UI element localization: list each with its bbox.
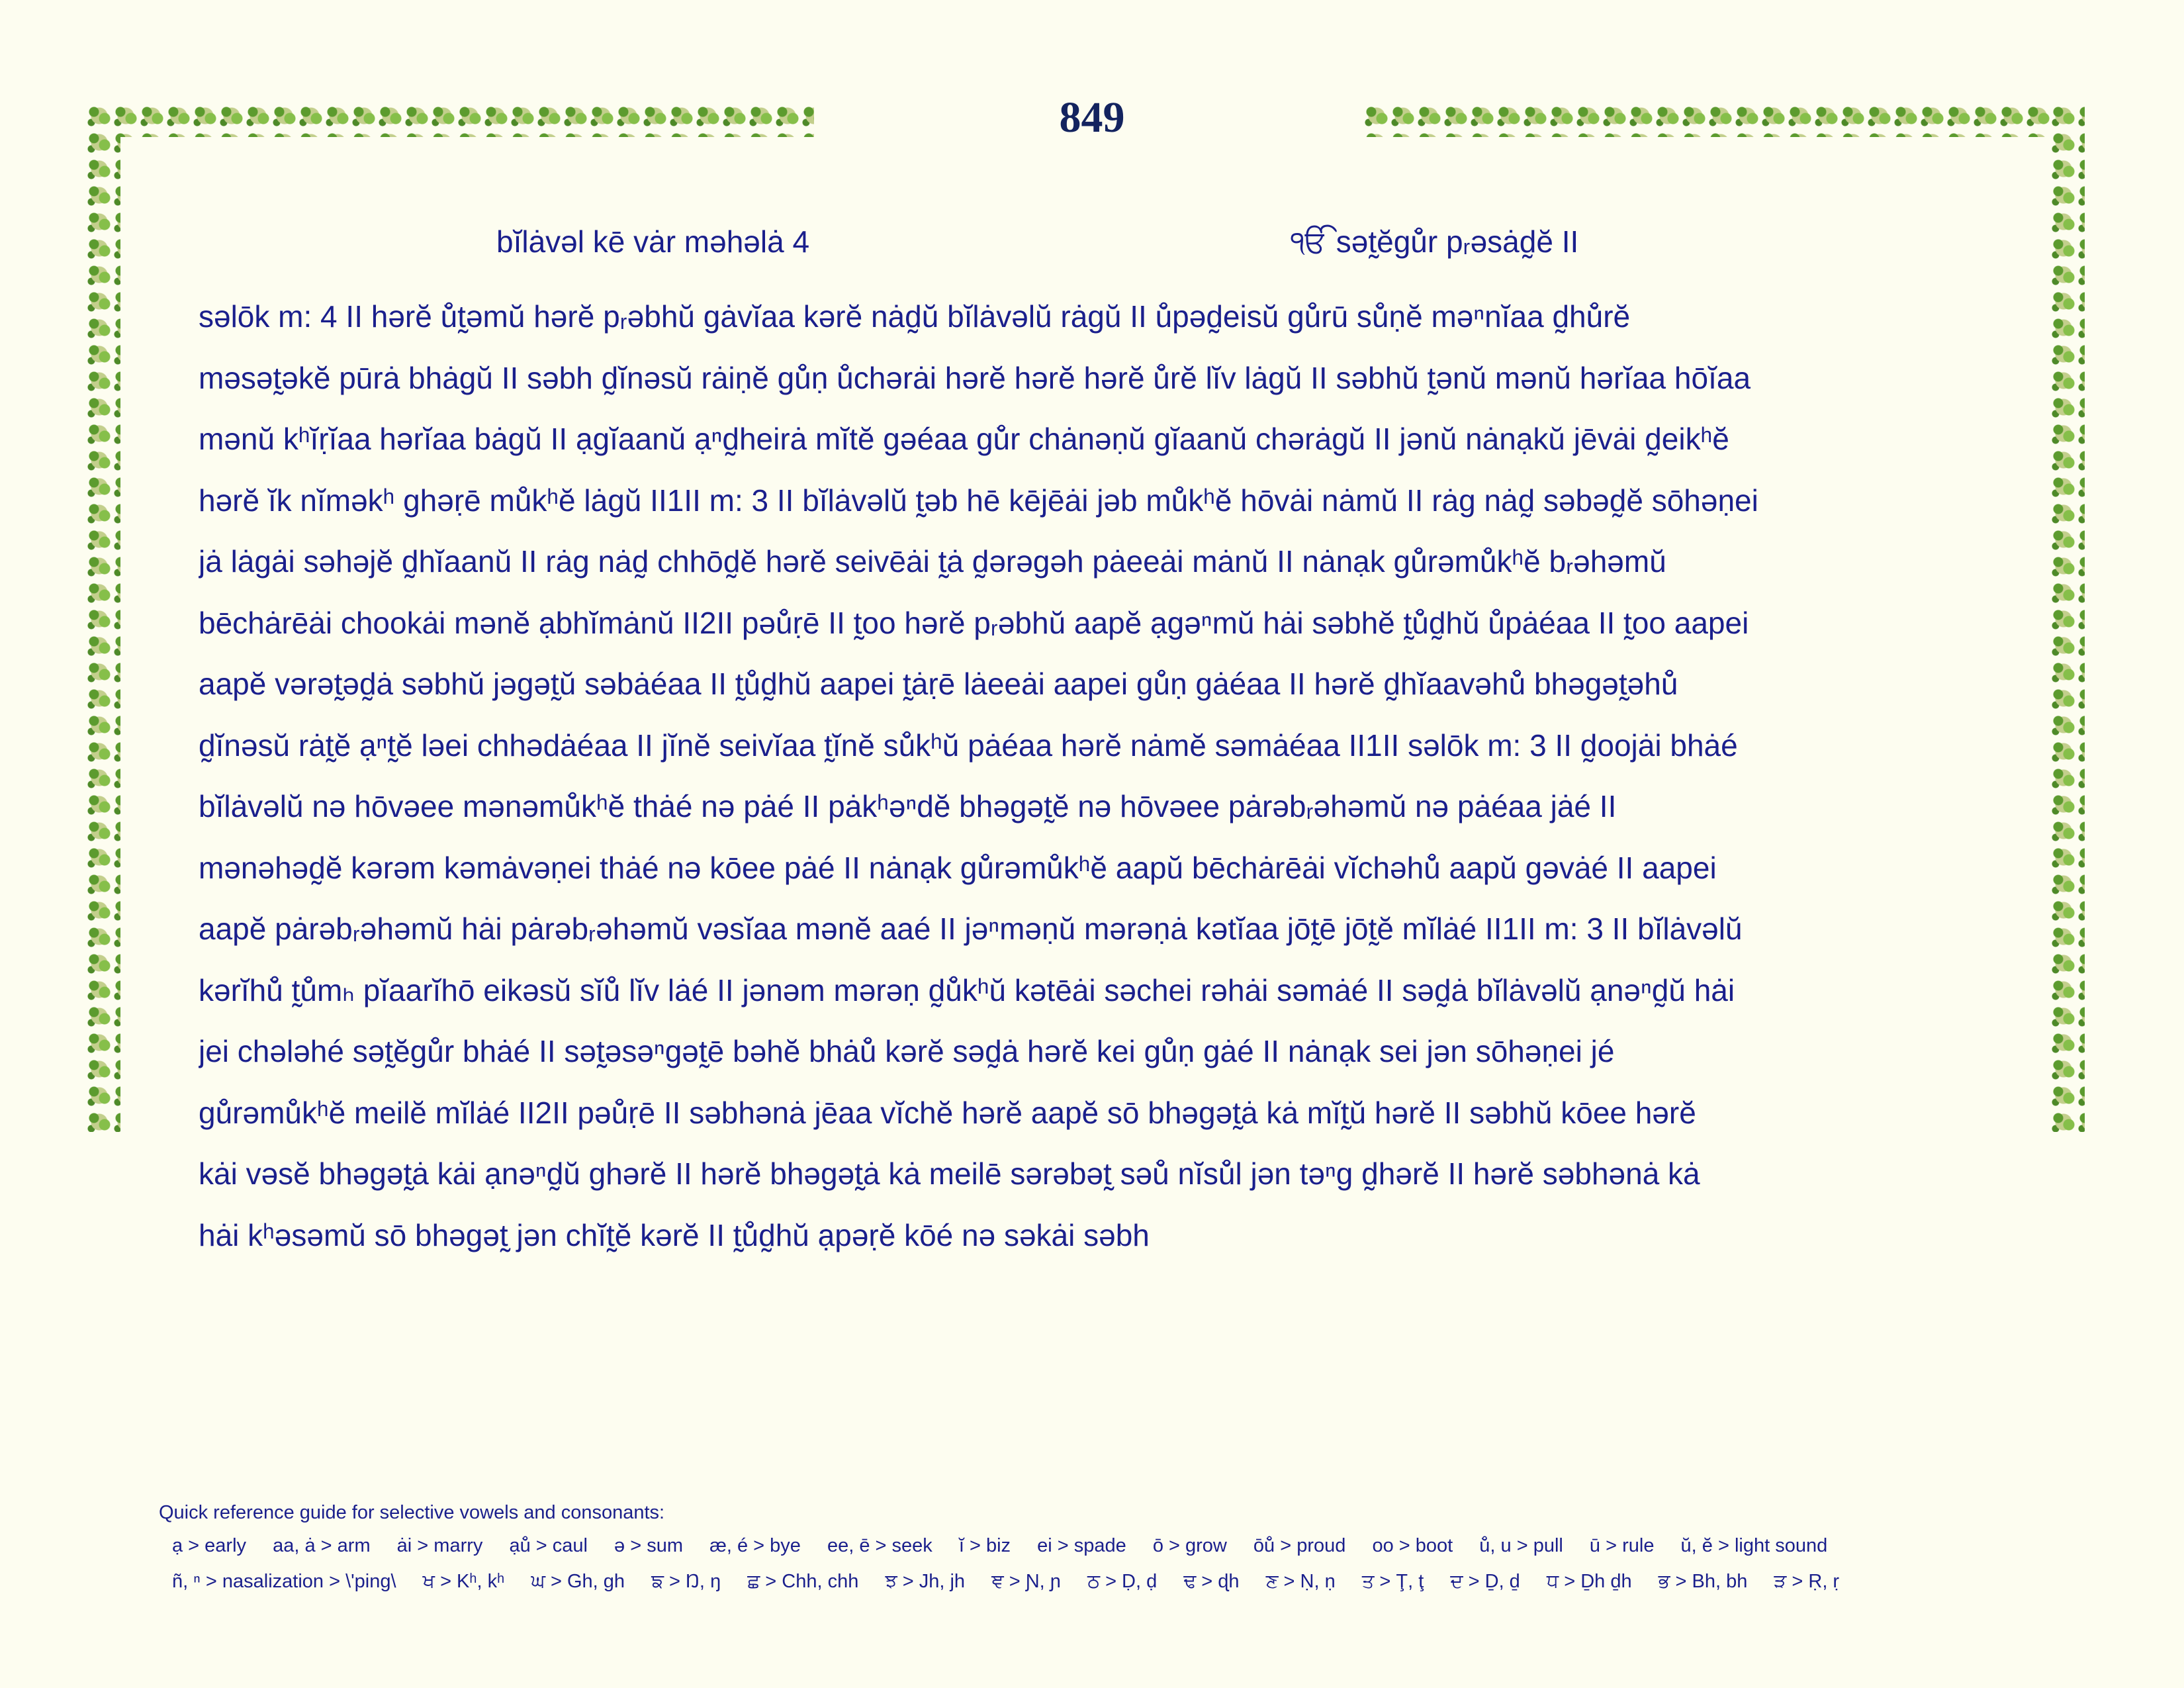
- verse-line: d̰ĭnəsŭ rȧt̰ĕ ạⁿt̰ĕ ləei chhədȧéaa II jĭnĕ seivĭaa t̰ĭnĕ sů̆kʰŭ pȧéaa hərĕ nȧmĕ səmȧéaa II1II səlōk m: 3 II d̰oojȧi bhȧé: [199, 727, 1738, 763]
- heading-title: bĭlȧvəl kē vȧr məhəlȧ 4: [496, 224, 810, 259]
- guide-item: ạ > early: [172, 1535, 247, 1556]
- guide-item: ȧi > marry: [396, 1535, 483, 1556]
- guide-item: ਠ > Ḍ, ḍ: [1087, 1571, 1158, 1592]
- verse-line: jei chələhé sət̰ĕgů̆r bhȧé II sət̰əsəⁿgət̰ē bəhĕ bhȧů̆ kərĕ səd̰ȧ hərĕ kei gů̆ṇ gȧé II nȧnạk sei jən sōhəṇei jé: [199, 1034, 1615, 1068]
- guide-item: ō > grow: [1152, 1535, 1227, 1556]
- guide-item: aa, ȧ > arm: [273, 1535, 371, 1556]
- consonant-guide-row: [159, 1564, 2045, 1599]
- reference-guide: [159, 1497, 2045, 1599]
- guide-item: ਘ > Gh, gh: [531, 1571, 625, 1592]
- guide-item: ū > rule: [1589, 1535, 1655, 1556]
- verse-line: aapĕ vərət̰əd̰ȧ səbhŭ jəgət̰ŭ səbȧéaa II t̰ů̆d̰hŭ aapei t̰ȧṛē lȧeeȧi aapei gů̆ṇ gȧéaa II hərĕ d̰hĭaavəhů̆ bhəgət̰əhů̆: [199, 667, 1678, 701]
- page-number: 849: [1059, 93, 1125, 142]
- floral-border-top-left: [86, 103, 814, 137]
- verse-line: hȧi kʰəsəmŭ sō bhəgət̰ jən chĭt̰ĕ kərĕ II t̰ů̆d̰hŭ ạpəṛĕ kōé nə səkȧi səbh: [199, 1217, 1150, 1252]
- guide-item: ĭ > biz: [958, 1535, 1011, 1556]
- heading-invocation: ੴ sət̰ĕgů̆r pᵣəsȧd̰ĕ II: [1291, 224, 1579, 259]
- guide-item: ee, ē > seek: [827, 1535, 933, 1556]
- verse-line: jȧ lȧgȧi səhəjĕ d̰hĭaanŭ II rȧg nȧd̰ chhōd̰ĕ hərĕ seivēȧi t̰ȧ d̰ərəgəh pȧeeȧi mȧnŭ II nȧnạk gů̆rəmů̆kʰĕ bᵣəhəmŭ: [199, 544, 1666, 579]
- verse-line: bēchȧrēȧi chookȧi mənĕ ạbhĭmȧnŭ II2II pəů̆ṛē II t̰oo hərĕ pᵣəbhŭ aapĕ ạgəⁿmŭ hȧi səbhĕ t̰ů̆d̰hŭ ů̆pȧéaa II t̰oo aapei: [199, 605, 1749, 640]
- verse-line: hərĕ ĭk nĭməkʰ ghəṛē mů̆kʰĕ lȧgŭ II1II m: 3 II bĭlȧvəlŭ t̰əb hē kējēȧi jəb mů̆kʰĕ hōvȧi nȧmŭ II rȧg nȧd̰ səbəd̰ĕ sōhəṇei: [199, 483, 1758, 518]
- guide-item: ñ, ⁿ > nasalization > \'ping\: [172, 1571, 396, 1592]
- guide-item: ਧ > Ḏh ḏh: [1546, 1571, 1632, 1592]
- verse-line: bĭlȧvəlŭ nə hōvəee mənəmů̆kʰĕ thȧé nə pȧé II pȧkʰəⁿdĕ bhəgət̰ĕ nə hōvəee pȧrəbᵣəhəmŭ nə pȧéaa jȧé II: [199, 789, 1617, 823]
- guide-item: ਙ > Ŋ, ŋ: [651, 1571, 721, 1592]
- verse-line: mənəhəd̰ĕ kərəm kəmȧvəṇei thȧé nə kōee pȧé II nȧnạk gů̆rəmů̆kʰĕ aapŭ bēchȧrēȧi vĭchəhů̆ aapŭ gəvȧé II aapei: [199, 850, 1717, 885]
- verse-line: kərĭhů̆ t̰ů̆mₕ pĭaarĭhō eikəsŭ sĭů̆ lĭv lȧé II jənəm mərəṇ d̰ů̆kʰŭ kətēȧi səchei rəhȧi səmȧé II səd̰ȧ bĭlȧvəlŭ ạnəⁿd̰ŭ hȧi: [199, 972, 1735, 1008]
- guide-item: ਖ > Kʰ, kʰ: [422, 1571, 505, 1592]
- guide-item: ਢ > ɖh: [1183, 1571, 1240, 1592]
- guide-item: ਦ > Ḏ, ḏ: [1450, 1571, 1520, 1592]
- floral-border-top-right: [1363, 103, 2085, 137]
- verse-line: kȧi vəsĕ bhəgət̰ȧ kȧi ạnəⁿd̰ŭ ghərĕ II hərĕ bhəgət̰ȧ kȧ meilē sərəbət̰ səů̆ nĭsů̆l jən təⁿg d̰hərĕ II hərĕ səbhənȧ kȧ: [199, 1156, 1700, 1191]
- guide-item: ਣ > Ṇ, ṇ: [1265, 1571, 1336, 1592]
- reference-guide-title: Quick reference guide for selective vowels and consonants:: [159, 1502, 665, 1523]
- floral-border-left: [86, 103, 120, 1132]
- verse-line: mənŭ kʰĭṛĭaa hərĭaa bȧgŭ II ạgĭaanŭ ạⁿd̰heirȧ mĭtĕ gəéaa gů̆r chȧnəṇŭ gĭaanŭ chərȧgŭ II jənŭ nȧnạkŭ jēvȧi d̰eikʰĕ: [199, 422, 1729, 456]
- guide-item: ੜ > Ṛ, ṛ: [1774, 1571, 1840, 1592]
- guide-item: ů̆, u > pull: [1479, 1535, 1563, 1556]
- verse-line: səlōk m: 4 II hərĕ ů̆t̰əmŭ hərĕ pᵣəbhŭ gȧvĭaa kərĕ nȧd̰ŭ bĭlȧvəlŭ rȧgŭ II ů̆pəd̰eisŭ gů̆rū sů̆ṇĕ məⁿnĭaa d̰hů̆rĕ: [199, 299, 1631, 334]
- guide-item: æ, é > bye: [709, 1535, 801, 1556]
- guide-item: oo > boot: [1372, 1535, 1453, 1556]
- verse-line: məsət̰əkĕ pūrȧ bhȧgŭ II səbh d̰ĭnəsŭ rȧiṇĕ gů̆ṇ ů̆chərȧi hərĕ hərĕ hərĕ ů̆rĕ lĭv lȧgŭ II səbhŭ t̰ənŭ mənŭ hərĭaa hōĭaa: [199, 360, 1751, 395]
- guide-item: ਝ > Jh, jh: [885, 1571, 966, 1592]
- floral-border-right: [2050, 103, 2085, 1132]
- verse-line: gů̆rəmů̆kʰĕ meilĕ mĭlȧé II2II pəů̆ṛē II səbhənȧ jēaa vĭchĕ hərĕ aapĕ sō bhəgət̰ȧ kȧ mĭt̰ŭ hərĕ II səbhŭ kōee hərĕ: [199, 1095, 1696, 1130]
- guide-item: ਞ > Ɲ, ɲ: [991, 1571, 1061, 1592]
- verse-line: aapĕ pȧrəbᵣəhəmŭ hȧi pȧrəbᵣəhəmŭ vəsĭaa mənĕ aaé II jəⁿməṇŭ mərəṇȧ kətĭaa jōt̰ē jōt̰ĕ mĭlȧé II1II m: 3 II bĭlȧvəlŭ: [199, 912, 1743, 946]
- guide-item: ạů̆ > caul: [509, 1535, 588, 1556]
- guide-item: ə > sum: [614, 1535, 684, 1556]
- guide-item: ŭ, ĕ > light sound: [1680, 1535, 1828, 1556]
- guide-item: ਭ > Bh, bh: [1658, 1571, 1748, 1592]
- guide-item: ōů̆ > proud: [1253, 1535, 1346, 1556]
- verse-body: [199, 286, 1999, 1266]
- vowel-guide-row: [159, 1528, 2045, 1564]
- guide-item: ਤ > Ţ, ţ: [1361, 1571, 1424, 1592]
- guide-item: ei > spade: [1037, 1535, 1126, 1556]
- guide-item: ਛ > Chh, chh: [747, 1571, 859, 1592]
